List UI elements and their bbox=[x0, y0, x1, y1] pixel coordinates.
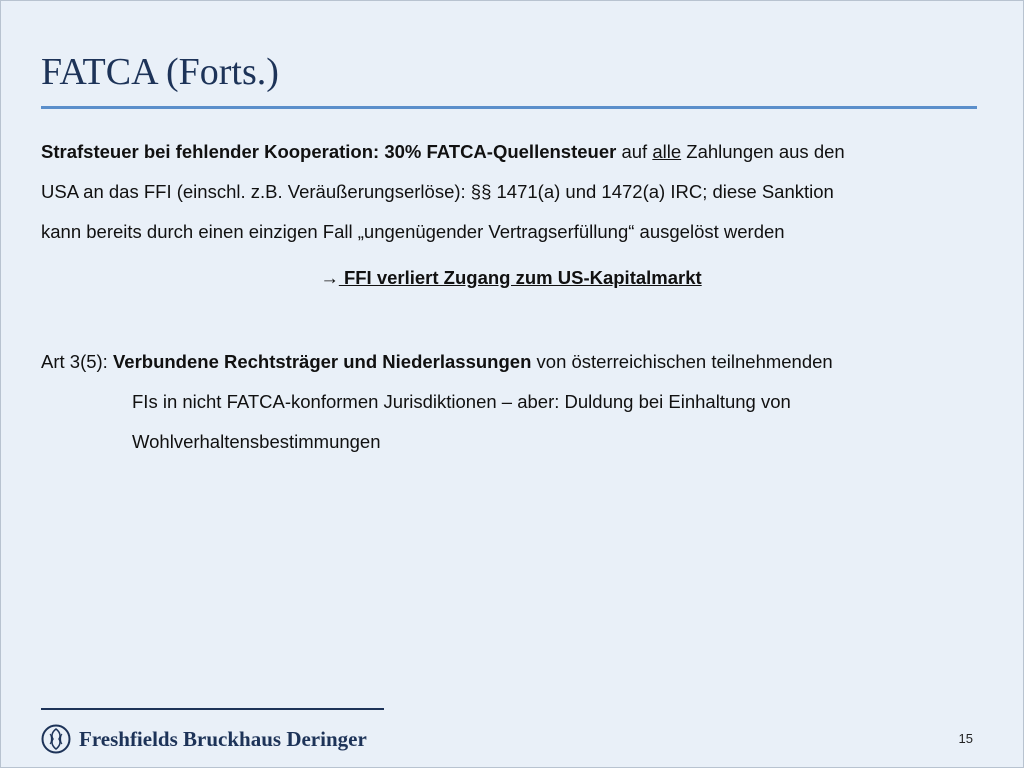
title-divider bbox=[41, 106, 977, 109]
article-ref: Art 3(5): bbox=[41, 351, 113, 372]
arrow-icon: → bbox=[320, 267, 339, 288]
bold-phrase: Strafsteuer bei fehlender Kooperation: 30% FATCA-Quellensteuer bbox=[41, 141, 617, 162]
paragraph-line: Wohlverhaltensbestimmungen bbox=[132, 431, 381, 452]
conclusion-line bbox=[41, 258, 981, 298]
text-span: von österreichischen teilnehmenden bbox=[531, 351, 833, 372]
paragraph-line: kann bereits durch einen einzigen Fall „ungenügender Vertragserfüllung“ ausgelöst werden bbox=[41, 221, 785, 242]
paragraph-line bbox=[41, 132, 981, 172]
paragraph-art35 bbox=[41, 342, 981, 462]
text-span: auf bbox=[616, 141, 653, 162]
paragraph-line: FIs in nicht FATCA-konformen Jurisdiktionen – aber: Duldung bei Einhaltung von bbox=[132, 391, 791, 412]
bold-phrase: Verbundene Rechtsträger und Niederlassungen bbox=[112, 351, 532, 372]
text-span: Zahlungen aus den bbox=[681, 141, 845, 162]
paragraph-strafsteuer bbox=[41, 132, 981, 252]
company-logo bbox=[41, 723, 367, 755]
conclusion-text: FFI verliert Zugang zum US-Kapitalmarkt bbox=[338, 267, 702, 288]
paragraph-line bbox=[41, 342, 981, 382]
logo-text: Freshfields Bruckhaus Deringer bbox=[79, 726, 367, 751]
underlined-word: alle bbox=[652, 141, 682, 162]
footer-divider bbox=[41, 708, 384, 710]
slide-title: FATCA (Forts.) bbox=[41, 51, 279, 93]
logo-emblem-icon bbox=[41, 724, 71, 754]
page-number: 15 bbox=[958, 731, 973, 746]
paragraph-line: USA an das FFI (einschl. z.B. Veräußerungserlöse): §§ 1471(a) und 1472(a) IRC; diese Sanktion bbox=[41, 181, 834, 202]
